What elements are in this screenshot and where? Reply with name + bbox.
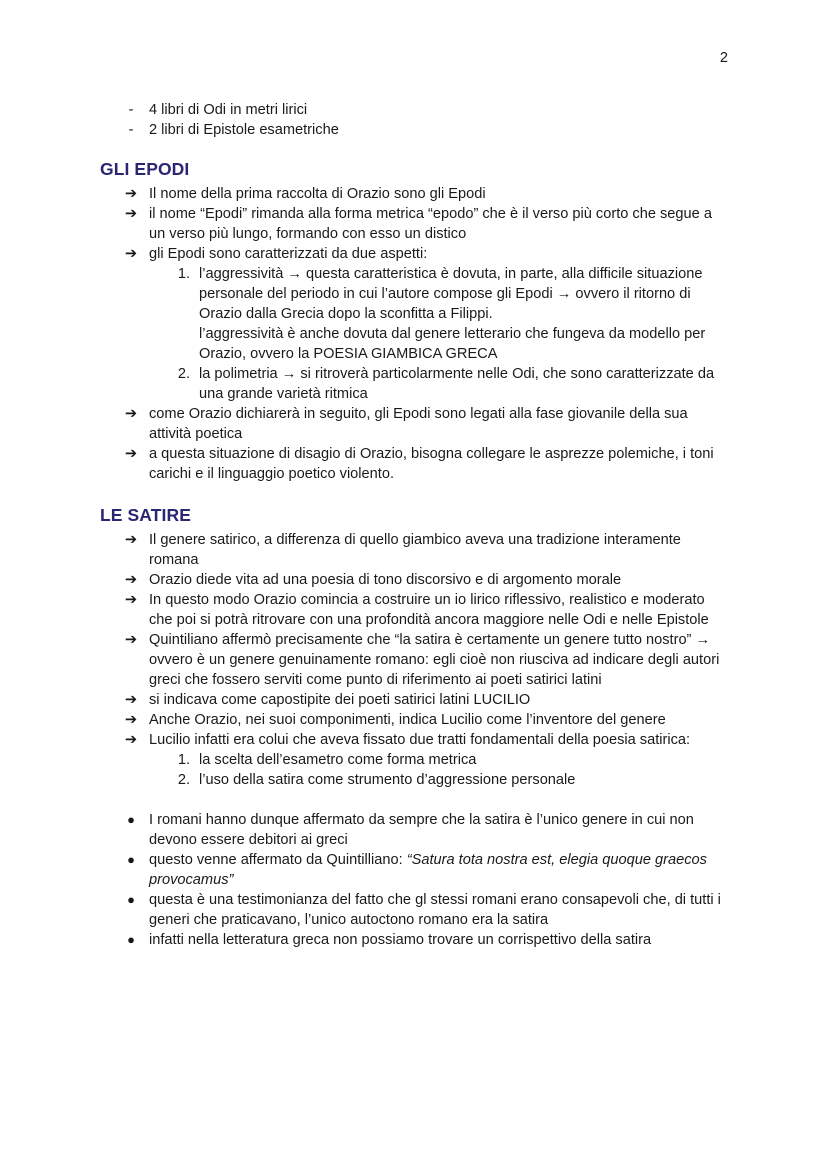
number-marker: 1. [177, 752, 190, 768]
list-item-text: Lucilio infatti era colui che aveva fissato due tratti fondamentali della poesia satirica: [149, 732, 691, 748]
number-marker: 2. [177, 366, 190, 382]
list-item-text: questa è una testimonianza del fatto che gl stessi romani erano consapevoli che, di tutti i generi che praticavano, l’unico autoctono romano era la satira [149, 892, 721, 928]
list-item [100, 690, 730, 710]
bullet-icon: ● [127, 852, 135, 867]
list-item-text: Anche Orazio, nei suoi componimenti, indica Lucilio come l’inventore del genere [149, 712, 666, 728]
numbered-item [100, 770, 730, 790]
list-item-text: l’uso della satira come strumento d’aggressione personale [199, 772, 576, 788]
list-item [100, 630, 730, 690]
arrow-icon: ➔ [124, 592, 138, 608]
list-item-text: 4 libri di Odi in metri lirici [149, 102, 308, 118]
list-item-text [149, 852, 707, 888]
section-heading-satire: LE SATIRE [100, 505, 191, 525]
list-item [100, 530, 730, 570]
dash-marker: - [128, 102, 134, 118]
numbered-item [100, 364, 730, 404]
section-heading-epodi: GLI EPODI [100, 159, 190, 179]
arrow-icon: ➔ [124, 692, 138, 708]
list-item-text: infatti nella letteratura greca non possiamo trovare un corrispettivo della satira [149, 932, 652, 948]
arrow-icon: ➔ [124, 406, 138, 422]
list-item-text: gli Epodi sono caratterizzati da due aspetti: [149, 246, 428, 262]
list-item-text: Il nome della prima raccolta di Orazio sono gli Epodi [149, 186, 486, 202]
spacer [100, 790, 730, 810]
dash-marker: - [128, 122, 134, 138]
arrow-icon: ➔ [124, 446, 138, 462]
latin-quote: “Satura tota nostra est, elegia quoque graecos provocamus” [149, 852, 707, 888]
list-item-text: 2 libri di Epistole esametriche [149, 122, 339, 138]
arrow-icon: ➔ [124, 632, 138, 648]
list-item-text: la scelta dell’esametro come forma metrica [199, 752, 477, 768]
bullet-icon: ● [127, 932, 135, 947]
list-item [100, 404, 730, 444]
arrow-icon: ➔ [124, 712, 138, 728]
bullet-icon: ● [127, 892, 135, 907]
list-item [100, 570, 730, 590]
list-item-text: l’aggressività → questa caratteristica è dovuta, in parte, alla difficile situazione personale del periodo in cui l’autore compose gli Epodi → ovvero il ritorno di Orazio dalla Grecia dopo la sconfitta a Filippi. [199, 266, 703, 322]
list-item [100, 930, 730, 950]
list-item-text: I romani hanno dunque affermato da sempre che la satira è l’unico genere in cui non devono essere debitori ai greci [149, 812, 694, 848]
numbered-item [100, 264, 730, 324]
list-item [100, 890, 730, 930]
bullet-icon: ● [127, 812, 135, 827]
arrow-icon: ➔ [124, 186, 138, 202]
list-item [100, 810, 730, 850]
arrow-icon: ➔ [124, 532, 138, 548]
list-item [100, 590, 730, 630]
list-item-text: il nome “Epodi” rimanda alla forma metrica “epodo” che è il verso più corto che segue a un verso più lungo, formando con esso un distico [149, 206, 712, 242]
numbered-item-continuation: l’aggressività è anche dovuta dal genere letterario che fungeva da modello per Orazio, ovvero la POESIA GIAMBICA GRECA [199, 326, 706, 362]
list-item [100, 184, 730, 204]
list-item [100, 244, 730, 264]
list-item [100, 100, 730, 120]
number-marker: 2. [177, 772, 190, 788]
list-item-text: come Orazio dichiarerà in seguito, gli Epodi sono legati alla fase giovanile della sua attività poetica [149, 406, 688, 442]
list-item [100, 850, 730, 890]
arrow-icon: ➔ [124, 206, 138, 222]
list-item-text: la polimetria → si ritroverà particolarmente nelle Odi, che sono caratterizzate da una grande varietà ritmica [199, 366, 715, 402]
list-item-text: Il genere satirico, a differenza di quello giambico aveva una tradizione interamente romana [149, 532, 681, 568]
list-item-text: a questa situazione di disagio di Orazio, bisogna collegare le asprezze polemiche, i toni carichi e il linguaggio poetico violento. [149, 446, 714, 482]
document-body [100, 100, 730, 950]
list-item-text: Orazio diede vita ad una poesia di tono discorsivo e di argomento morale [149, 572, 622, 588]
number-marker: 1. [177, 266, 190, 282]
list-item-text: Quintiliano affermò precisamente che “la satira è certamente un genere tutto nostro” → ovvero è un genere genuinamente romano: egli cioè non riusciva ad indicare degli autori greci che fossero serviti come punto di riferimento ai poeti satirici latini [149, 632, 720, 688]
list-item [100, 204, 730, 244]
list-item-text: si indicava come capostipite dei poeti satirici latini LUCILIO [149, 692, 531, 708]
list-item [100, 710, 730, 730]
numbered-item [100, 750, 730, 770]
arrow-icon: ➔ [124, 572, 138, 588]
list-item [100, 120, 730, 140]
quote-intro: questo venne affermato da Quintilliano: [149, 852, 407, 868]
page-number: 2 [719, 50, 728, 66]
list-item-text: In questo modo Orazio comincia a costruire un io lirico riflessivo, realistico e moderato che poi si potrà ritrovare con una profondità ancora maggiore nelle Odi e nelle Epistole [149, 592, 709, 628]
arrow-icon: ➔ [124, 246, 138, 262]
arrow-icon: ➔ [124, 732, 138, 748]
list-item [100, 444, 730, 484]
list-item [100, 730, 730, 750]
